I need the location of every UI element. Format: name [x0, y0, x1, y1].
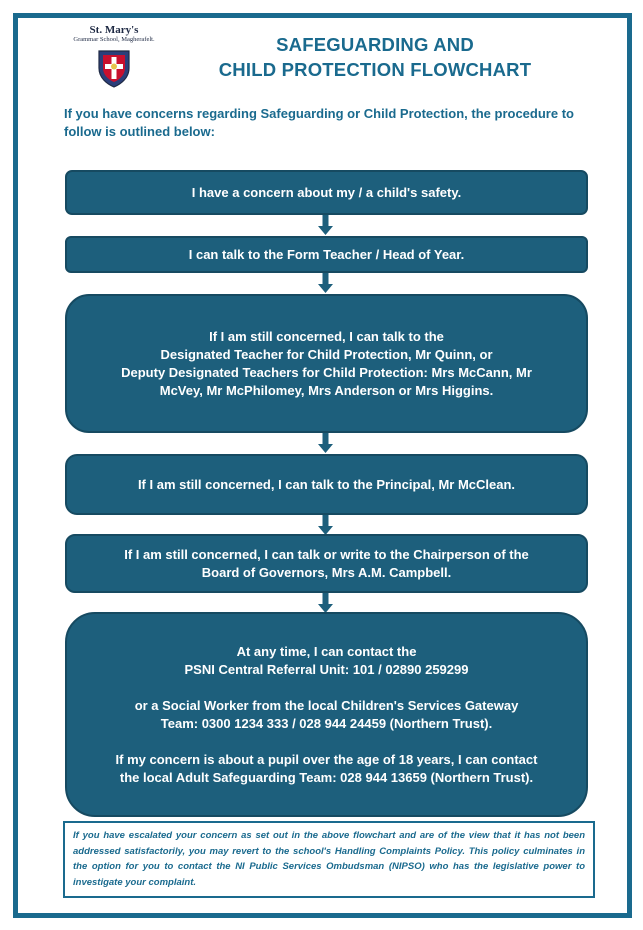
step-line: or a Social Worker from the local Children's Services Gateway: [134, 697, 519, 713]
step-box-2: [65, 236, 588, 273]
complaints-note: If you have escalated your concern as set out in the above flowchart and are of the view that it has not been addressed satisfactorily, you may revert to the school's Handling Complaints Policy. This policy culminates in the option for you to contact the NI Public Services Ombudsman (NIPSO) who has the legislative power to investigate your complaint.: [63, 821, 595, 898]
down-arrow-icon: [318, 273, 333, 293]
page-title: [185, 32, 565, 82]
title-line-1: SAFEGUARDING AND: [276, 34, 474, 55]
step-line: If my concern is about a pupil over the age of 18 years, I can contact: [115, 751, 538, 767]
school-logo: [58, 24, 170, 88]
step-line: [116, 733, 538, 751]
step-line: If I am still concerned, I can talk or write to the Chairperson of the: [124, 546, 529, 562]
school-crest-icon: [97, 48, 131, 88]
step-line: If I am still concerned, I can talk to the: [209, 328, 444, 344]
school-name: St. Mary's: [89, 24, 139, 36]
down-arrow-icon: [318, 215, 333, 235]
intro-text: If you have concerns regarding Safeguarding or Child Protection, the procedure to follow is outlined below:: [64, 106, 574, 139]
step-line: [116, 679, 538, 697]
step-box-4: [65, 454, 588, 515]
down-arrow-icon: [318, 515, 333, 535]
down-arrow-icon: [318, 433, 333, 453]
step-line: At any time, I can contact the: [236, 643, 417, 659]
title-line-2: CHILD PROTECTION FLOWCHART: [218, 59, 532, 80]
step-box-6: [65, 612, 588, 817]
step-box-3: [65, 294, 588, 433]
step-box-1: [65, 170, 588, 215]
down-arrow-icon: [318, 593, 333, 613]
school-location: Grammar School, Magherafelt.: [73, 36, 155, 43]
step-line: McVey, Mr McPhilomey, Mrs Anderson or Mrs Higgins.: [159, 382, 494, 398]
step-line: I have a concern about my / a child's safety.: [191, 184, 462, 200]
step-line: Deputy Designated Teachers for Child Protection: Mrs McCann, Mr: [121, 364, 532, 380]
step-line: If I am still concerned, I can talk to the Principal, Mr McClean.: [137, 476, 516, 492]
step-line: the local Adult Safeguarding Team: 028 944 13659 (Northern Trust).: [119, 769, 534, 785]
step-box-5: [65, 534, 588, 593]
step-line: PSNI Central Referral Unit: 101 / 02890 259299: [184, 661, 469, 677]
step-line: I can talk to the Form Teacher / Head of Year.: [188, 246, 465, 262]
step-line: Team: 0300 1234 333 / 028 944 24459 (Northern Trust).: [160, 715, 493, 731]
step-line: Board of Governors, Mrs A.M. Campbell.: [201, 564, 452, 580]
step-line: Designated Teacher for Child Protection, Mr Quinn, or: [160, 346, 493, 362]
